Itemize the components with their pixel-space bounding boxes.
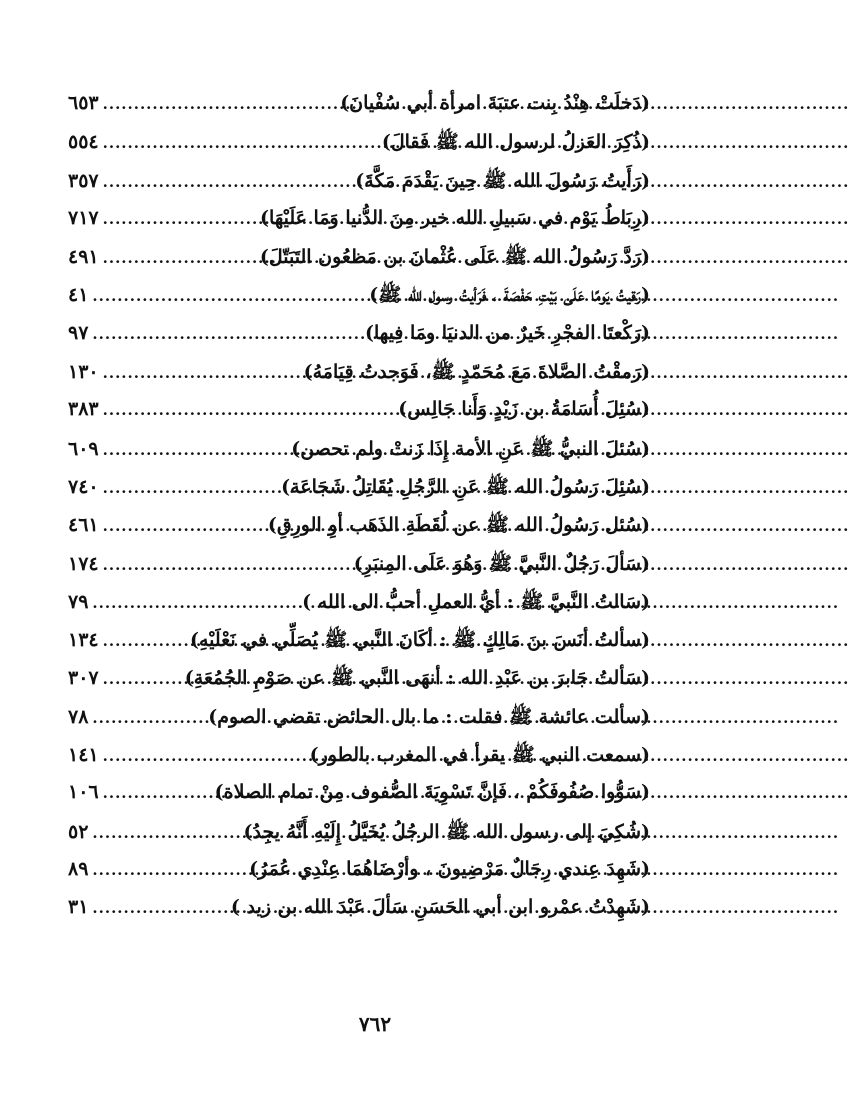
index-entry [68, 858, 650, 896]
entry-page-number: ٤١ [68, 284, 89, 307]
index-entry [68, 245, 650, 283]
dot-leader [103, 173, 352, 191]
dot-leader [103, 364, 300, 382]
index-entry [68, 513, 650, 551]
index-entry [68, 475, 650, 513]
dot-leader [103, 249, 256, 267]
index-entry [68, 283, 650, 321]
dot-leader [103, 479, 277, 497]
entry-page-number: ٨٩ [68, 857, 89, 880]
entry-text: (شَهِدْتُ عمْرو ابن أبي الحَسَنِ سَألَ عَبْدَ الله بن زيد ) [230, 896, 650, 919]
index-entry [68, 360, 650, 398]
dot-leader [92, 709, 204, 727]
entry-page-number: ٥٥٤ [68, 131, 99, 154]
index-entry [68, 590, 650, 628]
dot-leader [92, 325, 361, 343]
entry-page-number: ٧٨ [68, 705, 89, 728]
dot-leader [103, 784, 211, 802]
dot-leader [92, 899, 226, 917]
entry-text: (سُئِلَ أُسَامَةُ بن زَيْدٍ وَأَنا جَالِس) [398, 398, 650, 421]
index-entry [68, 130, 650, 168]
entry-text: (سُئل رَسُولُ الله ﷺ عن لُقَطَةِ الذَهَب أوِ الورِقِ) [267, 514, 650, 537]
index-entry [68, 705, 650, 743]
dot-leader [103, 210, 256, 228]
entry-page-number: ٤٦١ [68, 514, 99, 537]
entry-page-number: ١٣٤ [68, 629, 99, 652]
entry-text: (شَهِدَ عِندي رِجَالٌ مَرْضِيونَ ، وأرْضَاهُمَا عِنْدِي عُمَرُ) [249, 857, 650, 880]
entry-page-number: ١٧٤ [68, 552, 99, 575]
entry-page-number: ١٠٦ [68, 781, 99, 804]
dot-leader [92, 824, 239, 842]
index-entry [68, 666, 650, 704]
entry-page-number: ٣١ [68, 896, 89, 919]
dot-leader [92, 861, 245, 879]
entry-page-number: ١٣٠ [68, 361, 99, 384]
dot-leader [103, 95, 337, 113]
dot-leader [103, 401, 395, 419]
entry-text: (سَالتُ النَّبيَّ ﷺ : أيُّ العملِ أحبُّ الى الله ) [302, 590, 650, 613]
entry-text: (سألت عائشة ﷺ فقلت : ما بال الحائض تقضي الصوم) [208, 705, 650, 728]
index-entry [68, 628, 650, 666]
entry-page-number: ٧٩ [68, 590, 89, 613]
entry-page-number: ٥٢ [68, 820, 89, 843]
index-entry [68, 207, 650, 245]
entry-text: (رِبَاطُ يَوْم في سَبيلِ الله خير مِنَ الدُّنيا وَمَا عَلَيْهَا) [260, 206, 650, 229]
entry-text: (رَدَّ رَسُولُ الله ﷺ عَلَى عُثْمانَ بن مَظعُون التَبَتّلَ) [259, 246, 650, 269]
entry-text: (رَمقْتُ الصَّلاةَ مَعَ مُحَمّدٍ ﷺ، فَوَجدتُ قِيَامَهُ) [303, 361, 650, 384]
entry-text: (سَألَ رَجُلٌ النَّبيَّ ﷺ وَهُوَ عَلَى المِنبَرِ) [353, 552, 650, 575]
dot-leader [103, 134, 378, 152]
entry-text: (دَخلَتْ هِنْدُ بِنت عتبَةَ امرأة أبي سُفْيانَ) [340, 92, 650, 114]
entry-text: (سمعت النبي ﷺ يقرأ في المغرب بالطور) [309, 744, 650, 767]
dot-leader [103, 556, 350, 574]
entry-page-number: ٣٨٣ [68, 398, 99, 421]
entry-page-number: ٣٠٧ [68, 667, 99, 690]
entry-text: (سَألتُ جَابرَ بن عَبْدِ الله : أنهَى النَّبي ﷺ عن صَوْمِ الجُمُعَةِ) [184, 667, 650, 690]
dot-leader [103, 632, 186, 650]
dot-leader [92, 287, 365, 305]
hadith-index-list [68, 92, 650, 935]
index-entry [68, 437, 650, 475]
entry-page-number: ١٤١ [68, 744, 99, 767]
entry-page-number: ٦٠٩ [68, 437, 99, 460]
entry-page-number: ٩٧ [68, 321, 89, 344]
index-entry [68, 92, 650, 130]
index-entry [68, 743, 650, 781]
index-entry [68, 169, 650, 207]
dot-leader [92, 594, 298, 612]
entry-page-number: ٧٤٠ [68, 475, 99, 498]
dot-leader [103, 670, 181, 688]
index-entry [68, 552, 650, 590]
entry-text: (سُئِلَ رَسُولُ الله ﷺ عَنِ الرَّجُلِ يُقَاتِلُ شَجَاعَة) [281, 475, 650, 498]
entry-text: (ذُكِرَ العَزلُ لرسول الله ﷺ فَقالَ) [381, 131, 650, 154]
index-entry [68, 322, 650, 360]
entry-text: (رَكْعتَا الفجْرِ خَيرٌ من الدنيَا ومَا فِيها) [365, 321, 650, 344]
dot-leader [103, 747, 306, 765]
entry-page-number: ٧١٧ [68, 206, 99, 229]
page-number: ٧٦٢ [358, 1012, 392, 1036]
entry-text: (سَوُّوا صُفُوفَكُمْ ، فَإنَّ تَسْوِيَةَ الصُّفوف مِنْ تمام الصلاة) [214, 781, 650, 804]
dot-leader [103, 517, 264, 535]
entry-text: (سألتُ أنَسَ بنَ مَالِكٍ ﷺ : أكَانَ النَّبي ﷺ يُصَلِّي في نَعْلَيْهِ) [189, 629, 650, 652]
index-entry [68, 398, 650, 436]
entry-text: (رَأَيتُ رَسُولَ الله ﷺ حِينَ يَقْدَمَ مَكَّةَ) [355, 169, 650, 192]
index-entry [68, 781, 650, 819]
dot-leader [103, 441, 288, 459]
index-entry [68, 896, 650, 934]
entry-text: (رَقيتُ يَومًا عَلَى بَيْتِ حَفْصَةَ ، فَرَأيتُ رسول الله ﷺ) [369, 284, 650, 307]
index-entry [68, 820, 650, 858]
entry-page-number: ٣٥٧ [68, 169, 99, 192]
entry-page-number: ٦٥٣ [68, 92, 99, 114]
entry-text: (سُئلَ النبيُّ ﷺ عَنِ الأمة إِذَا زَنتْ ولم تحصن) [291, 437, 650, 460]
entry-page-number: ٤٩١ [68, 246, 99, 269]
entry-text: (شُكِيَ إلى رسول الله ﷺ الرجُلُ يُخَيَّلُ إِلَيْهِ أَنَّهُ يجِدُ) [243, 820, 650, 843]
